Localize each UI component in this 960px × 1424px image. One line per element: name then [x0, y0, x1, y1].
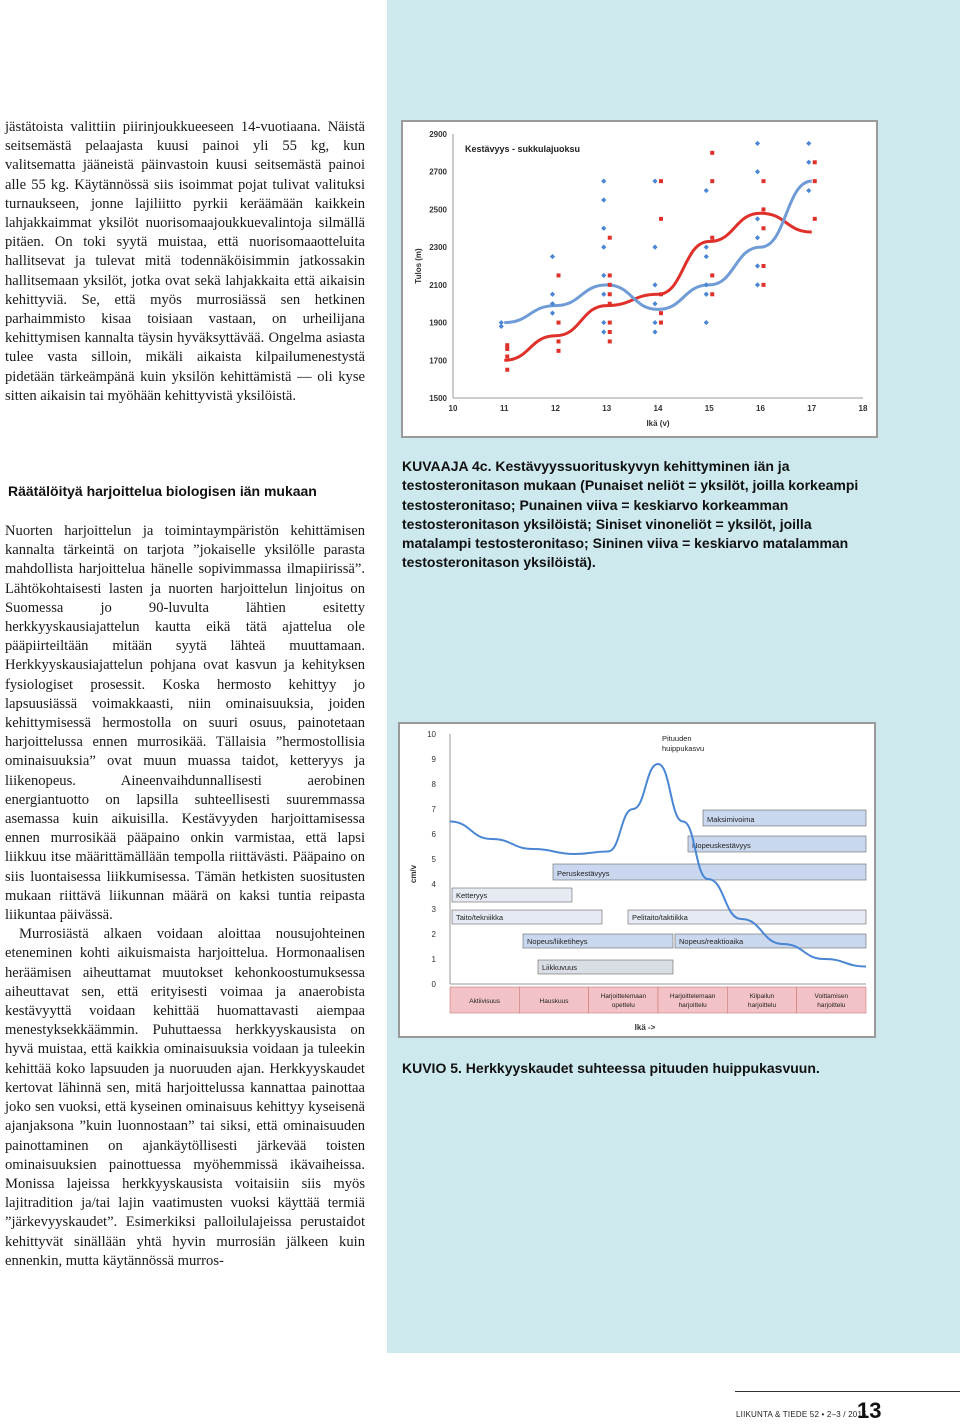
- page-number: 13: [857, 1398, 882, 1423]
- data-point-diamond: [550, 311, 555, 316]
- mean-line: [504, 213, 812, 360]
- data-point-diamond: [652, 301, 657, 306]
- data-point-diamond: [652, 245, 657, 250]
- data-point-diamond: [704, 188, 709, 193]
- data-point-square: [608, 273, 612, 277]
- period-label: Peruskestävyys: [557, 869, 610, 878]
- x-tick-label: 10: [448, 404, 458, 413]
- data-point-diamond: [601, 245, 606, 250]
- data-point-square: [608, 292, 612, 296]
- data-point-diamond: [755, 216, 760, 221]
- y-tick-label: 2900: [429, 130, 447, 139]
- period-label: Maksimivoima: [707, 815, 755, 824]
- figure-caption: KUVAAJA 4c. Kestävyyssuorituskyvyn kehittyminen iän ja testosteronitason mukaan (Punaiset neliöt = yksilöt, joilla korkeampi testosteronitaso; Punainen viiva = keskiarvo korkeamman testosteronitason yksilöistä; Siniset vinoneliöt = yksilöt, joilla matalampi testosteronitaso; Sininen viiva = keskiarvo matalamman testosteronitason yksilöistä).: [402, 458, 859, 571]
- data-point-square: [659, 321, 663, 325]
- left-column: [5, 118, 365, 406]
- sensitivity-chart-svg: [400, 724, 874, 1036]
- data-point-diamond: [806, 141, 811, 146]
- data-point-diamond: [499, 320, 504, 325]
- data-point-square: [608, 283, 612, 287]
- y-tick-label: 6: [431, 830, 436, 839]
- data-point-square: [505, 347, 509, 351]
- figure-endurance-chart: [401, 120, 878, 438]
- data-point-square: [608, 321, 612, 325]
- data-point-square: [710, 151, 714, 155]
- data-point-diamond: [550, 292, 555, 297]
- y-tick-label: 9: [431, 755, 436, 764]
- data-point-diamond: [652, 179, 657, 184]
- data-point-diamond: [755, 169, 760, 174]
- data-point-diamond: [755, 282, 760, 287]
- y-tick-label: 4: [431, 880, 436, 889]
- y-tick-label: 5: [431, 855, 436, 864]
- phase-label: Aktiivisuus: [469, 998, 501, 1005]
- body-paragraph: Murrosiästä alkaen voidaan aloittaa nousujohteinen eteneminen kohti aikuismaista harjoittelua. Hormonaalisen heräämisen aiheuttamat muutokset kehonkoostumuksessa aiheuttavat sen, että erityisesti voimaa ja anaerobista kestävyyttä voidaan kehittää huomattavasti aiempaa menestyksekkäämmin. Puhuttaessa herkkyyskausista on hyvä muistaa, että kaikkia ominaisuuksia voidaan ja tuleekin kehittää koko lapsuuden ja nuoruuden ajan. Herkkyyskaudet kertovat lähinnä sen, mitä harjoittelussa kannattaa painottaa joko sen vuoksi, että kyseinen ominaisuus kehittyy kyseisenä ajanjaksona ”kuin luonnostaan” tai siksi, että ominaisuuden painottaminen on ajankäytöllisesti järkevää toisten ominaisuuksien painottuessa myöhemmissä ikävaiheissa. Monissa lajeissa herkkyyskausista voitaisiin siis myös lajitradition ja/tai lajin vaatimusten vuoksi käyttää termiä ”järkevyyskaudet”. Esimerkiksi palloilulajeissa perustaidot kehittyvät sinällään yhtä hyvin murrosiän jälkeen kuin ennenkin, mutta käytännössä murros-: [5, 926, 365, 1269]
- data-point-square: [710, 236, 714, 240]
- phase-box: [589, 987, 658, 1013]
- data-point-square: [557, 321, 561, 325]
- data-point-square: [608, 236, 612, 240]
- footer-journal: LIIKUNTA & TIEDE 52 • 2–3 / 2015: [736, 1410, 867, 1419]
- x-tick-label: 14: [653, 404, 663, 413]
- data-point-square: [608, 302, 612, 306]
- phase-label: Harjoittelemaan: [669, 993, 716, 1000]
- data-point-square: [557, 273, 561, 277]
- phase-label: Kilpailun: [749, 993, 775, 1000]
- y-tick-label: 1: [431, 955, 436, 964]
- period-label: Nopeus/reaktioaika: [679, 937, 744, 946]
- data-point-square: [762, 179, 766, 183]
- phase-label: Hauskuus: [539, 998, 569, 1005]
- data-point-square: [659, 292, 663, 296]
- data-point-square: [608, 339, 612, 343]
- phase-label: harjoittelu: [817, 1002, 846, 1009]
- data-point-diamond: [652, 282, 657, 287]
- data-point-square: [505, 368, 509, 372]
- data-point-square: [762, 283, 766, 287]
- data-point-square: [659, 179, 663, 183]
- y-tick-label: 1500: [429, 394, 447, 403]
- data-point-diamond: [755, 263, 760, 268]
- period-label: Taito/tekniikka: [456, 913, 504, 922]
- phase-label: harjoittelu: [747, 1002, 777, 1009]
- data-point-square: [608, 330, 612, 334]
- data-point-diamond: [601, 329, 606, 334]
- data-point-diamond: [601, 226, 606, 231]
- period-label: Nopeus/liiketiheys: [527, 937, 588, 946]
- y-tick-label: 2100: [429, 280, 447, 290]
- x-tick-label: 15: [704, 404, 714, 413]
- data-point-diamond: [652, 320, 657, 325]
- data-point-square: [505, 355, 509, 359]
- y-tick-label: 2300: [429, 243, 447, 253]
- data-point-diamond: [755, 235, 760, 240]
- figure-caption: KUVIO 5. Herkkyyskaudet suhteessa pituuden huippukasvuun.: [402, 1060, 820, 1076]
- period-label: Liikkuvuus: [542, 963, 578, 972]
- y-tick-label: 3: [431, 905, 436, 914]
- data-point-diamond: [704, 245, 709, 250]
- data-point-square: [762, 207, 766, 211]
- y-tick-label: 0: [431, 980, 436, 989]
- phase-box: [797, 987, 866, 1013]
- data-point-diamond: [601, 197, 606, 202]
- x-axis-title: Ikä (v): [646, 419, 670, 428]
- data-point-diamond: [601, 320, 606, 325]
- endurance-chart-svg: [403, 122, 876, 436]
- x-tick-label: 17: [807, 404, 817, 413]
- data-point-diamond: [652, 329, 657, 334]
- peak-label: huippukasvu: [662, 744, 705, 753]
- phase-label: harjoittelu: [678, 1002, 707, 1009]
- data-point-square: [813, 179, 817, 183]
- data-point-diamond: [550, 254, 555, 259]
- section-heading: Räätälöityä harjoittelua biologisen iän mukaan: [8, 483, 317, 499]
- footer-rule: [735, 1391, 960, 1392]
- phase-label: Voittamisen: [814, 993, 849, 1000]
- figure-sensitivity-chart: [398, 722, 876, 1038]
- chart-title: Kestävyys - sukkulajuoksu: [465, 144, 581, 154]
- data-point-square: [505, 343, 509, 347]
- data-point-square: [710, 179, 714, 183]
- period-label: Pelitaito/taktiikka: [632, 913, 688, 922]
- data-point-diamond: [601, 292, 606, 297]
- peak-label: Pituuden: [662, 734, 692, 743]
- phase-label: Harjoittelemaan: [600, 993, 647, 1000]
- y-tick-label: 8: [431, 780, 436, 789]
- x-tick-label: 13: [602, 404, 612, 413]
- data-point-diamond: [704, 292, 709, 297]
- left-column-lower: [5, 522, 365, 1271]
- data-point-square: [557, 349, 561, 353]
- x-tick-label: 16: [756, 404, 765, 413]
- y-tick-label: 2: [431, 930, 436, 939]
- data-point-square: [710, 292, 714, 296]
- data-point-diamond: [704, 254, 709, 259]
- y-tick-label: 1900: [429, 318, 447, 328]
- y-tick-label: 10: [427, 730, 436, 739]
- y-axis-title: Tulos (m): [414, 248, 423, 284]
- data-point-square: [557, 339, 561, 343]
- y-axis-title: cm/v: [409, 864, 418, 884]
- x-tick-label: 12: [551, 404, 560, 413]
- x-axis-title: Ikä ->: [634, 1023, 656, 1032]
- body-paragraph: jästätoista valittiin piirinjoukkueeseen 14-vuotiaana. Näistä seitsemästä pelaajasta kuusi painoi yli 55 kg, kun valitsematta jääneistä päinvastoin kuusi seitsemästä painoi alle 55 kg. Käytännössä siis isoimmat pojat tulivat valituksi turnaukseen, jonne lajiliitto pyrkii keräämään kaikkein lahjakkaimmat yksilöt nuorisomaajoukkuevalintoja silmällä pitäen. On toki syytä muistaa, että nuorisomaaotteluita hallitsevat ja tulevat mitä todennäköisimmin jatkossakin hallitsemaan yksilöt, jotka ovat sekä lahjakkaita että aikaisin kehittyviä. Se, että myös murrosiässä sen hetkinen parhaimmisto kisaa toisiaan vastaan, on urheilijana kehittymisen kannalta täysin hyväksyttävää. Ongelma asiasta tulee vasta silloin, mikäli aikaista kilpailumenestystä pidetään tärkeämpänä kuin yksilön kehittämistä — oli kyse sitten aikaisin tai myöhään kehittyvistä yksilöistä.: [5, 119, 365, 404]
- x-tick-label: 18: [858, 404, 868, 413]
- phase-box: [727, 987, 796, 1013]
- data-point-square: [659, 217, 663, 221]
- phase-box: [658, 987, 727, 1013]
- body-paragraph: Nuorten harjoittelun ja toimintaympäristön kehittämisen kannalta tärkeintä on tarjota ”jokaiselle yksilölle parasta mahdollista harjoittelua hänelle sopivimmassa ilmapiirissä”. Lähtökohtaisesti lasten ja nuorten harjoittelun linjoitus on Suomessa jo 90-luvulta lähtien esitetty herkkyyskausiajattelun kautta eikä tätä ajattelua ole pääpiirteiltään mitään syytä lähteä muuttamaan. Herkkyyskausiajattelun pohjana ovat kasvun ja kehityksen fysiologiset prosessit. Koska hermosto kehittyy jo lapsuusiässä voimakkaasti, niin ominaisuuksia, joiden kehittymisessä hermostolla on suuri osuus, painotetaan harjoittelussa ennen murrosikää. Tällaisia ”hermostollisia ominaisuuksia” ovat muun muassa taidot, ketteryys ja liikenopeus. Aineenvaihdunnallisesti aerobinen energiantuotto on lapsilla suhteellisesti suuremmassa asemassa kuin aikuisilla. Kestävyyden harjoittamisessa ennen murrosikää pääpaino onkin varmistaa, että lapsi liikkuu itse määrittämällään tempolla riittävästi. Pääpaino on siis luontaisessa liikkumisessa. Tämän hetkisten suositusten mukaan riittävä liikunnan määrä on kaksi tuntia reipasta liikuntaa päivässä.: [5, 523, 365, 924]
- y-tick-label: 1700: [429, 356, 447, 366]
- y-tick-label: 2500: [429, 205, 447, 215]
- period-label: Nopeuskestävyys: [692, 841, 751, 850]
- phase-label: opettelu: [611, 1002, 635, 1009]
- x-tick-label: 11: [500, 404, 509, 413]
- data-point-square: [659, 311, 663, 315]
- data-point-diamond: [755, 141, 760, 146]
- data-point-square: [762, 226, 766, 230]
- data-point-diamond: [704, 320, 709, 325]
- data-point-square: [762, 264, 766, 268]
- data-point-square: [813, 217, 817, 221]
- data-point-diamond: [601, 273, 606, 278]
- y-tick-label: 7: [431, 805, 436, 814]
- y-tick-label: 2700: [429, 167, 447, 177]
- data-point-diamond: [806, 188, 811, 193]
- period-label: Ketteryys: [456, 891, 488, 900]
- mean-line: [504, 181, 812, 322]
- data-point-square: [710, 273, 714, 277]
- data-point-diamond: [601, 179, 606, 184]
- data-point-square: [813, 160, 817, 164]
- data-point-diamond: [806, 160, 811, 165]
